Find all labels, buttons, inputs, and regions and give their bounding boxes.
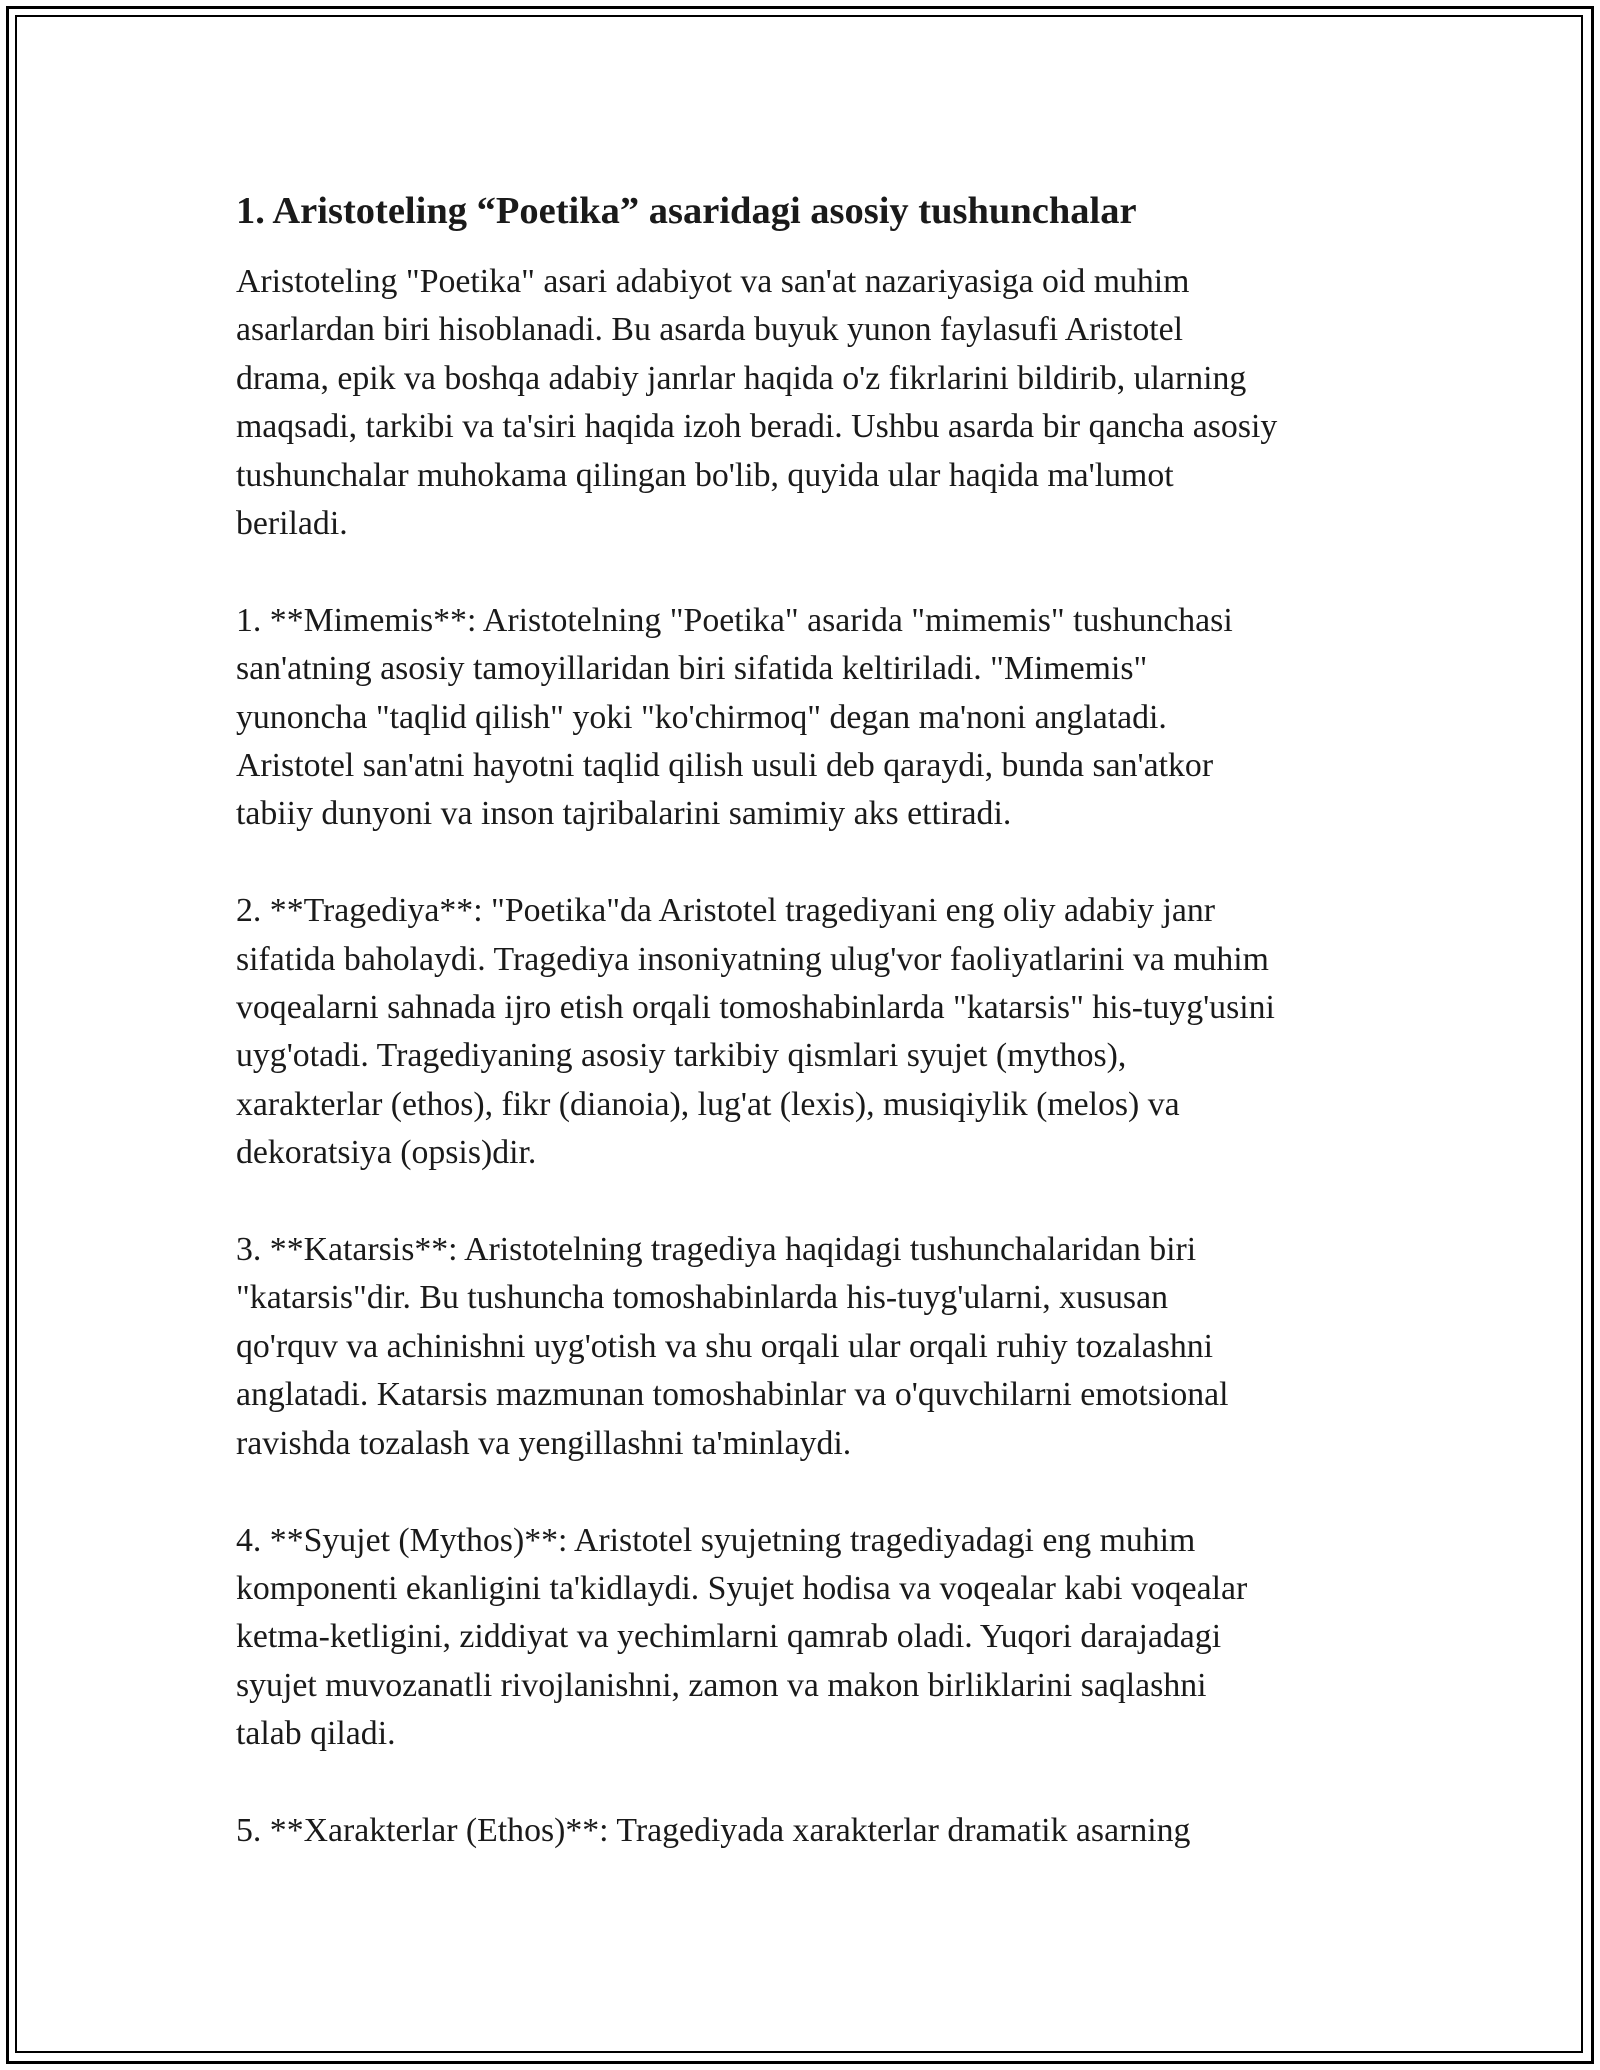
text-line: asarlardan biri hisoblanadi. Bu asarda buyuk yunon faylasufi Aristotel <box>236 311 1184 349</box>
text-line: qo'rquv va achinishni uyg'otish va shu orqali ular orqali ruhiy tozalashni <box>236 1327 1214 1365</box>
text-line: tabiiy dunyoni va inson tajribalarini samimiy aks ettiradi. <box>236 795 1012 833</box>
paragraph-katarsis <box>236 1226 1376 1468</box>
text-line: beriladi. <box>236 505 348 543</box>
text-line: uyg'otadi. Tragediyaning asosiy tarkibiy qismlari syujet (mythos), <box>236 1037 1127 1075</box>
document-body <box>236 186 1376 1904</box>
paragraph-syujet <box>236 1517 1376 1759</box>
text-line: 1. **Mimemis**: Aristotelning "Poetika" asarida "mimemis" tushunchasi <box>236 601 1233 639</box>
text-line: voqealarni sahnada ijro etish orqali tomoshabinlarda "katarsis" his-tuyg'usini <box>236 989 1275 1027</box>
text-line: talab qiladi. <box>236 1715 396 1753</box>
document-title: 1. Aristoteling “Poetika” asaridagi asosiy tushunchalar <box>236 190 1137 232</box>
paragraph-mimemis <box>236 597 1376 839</box>
text-line: tushunchalar muhokama qilingan bo'lib, quyida ular haqida ma'lumot <box>236 456 1174 494</box>
text-line: ketma-ketligini, ziddiyat va yechimlarni qamrab oladi. Yuqori darajadagi <box>236 1618 1222 1656</box>
text-line: Aristoteling "Poetika" asari adabiyot va san'at nazariyasiga oid muhim <box>236 263 1190 300</box>
text-line: anglatadi. Katarsis mazmunan tomoshabinlar va o'quvchilarni emotsional <box>236 1376 1229 1414</box>
text-line: Aristotel san'atni hayotni taqlid qilish usuli deb qaraydi, bunda san'atkor <box>236 747 1214 785</box>
text-line: dekoratsiya (opsis)dir. <box>236 1134 537 1172</box>
text-line: yunoncha "taqlid qilish" yoki "ko'chirmoq" degan ma'noni anglatadi. <box>236 698 1167 736</box>
paragraph-xarakterlar <box>236 1807 1376 1855</box>
text-line: 5. **Xarakterlar (Ethos)**: Tragediyada xarakterlar dramatik asarning <box>236 1811 1191 1849</box>
text-line: maqsadi, tarkibi va ta'siri haqida izoh beradi. Ushbu asarda bir qancha asosiy <box>236 408 1278 446</box>
paragraph-tragediya <box>236 887 1376 1177</box>
text-line: san'atning asosiy tamoyillaridan biri sifatida keltiriladi. "Mimemis" <box>236 650 1148 688</box>
text-line: drama, epik va boshqa adabiy janrlar haqida o'z fikrlarini bildirib, ularning <box>236 359 1247 397</box>
text-line: "katarsis"dir. Bu tushuncha tomoshabinlarda his-tuyg'ularni, xususan <box>236 1279 1168 1317</box>
text-line: syujet muvozanatli rivojlanishni, zamon va makon birliklarini saqlashni <box>236 1666 1207 1704</box>
text-line: 3. **Katarsis**: Aristotelning tragediya haqidagi tushunchalaridan biri <box>236 1231 1197 1269</box>
text-line: 4. **Syujet (Mythos)**: Aristotel syujetning tragediyadagi eng muhim <box>236 1521 1196 1559</box>
paragraph-intro <box>236 258 1376 548</box>
text-line: xarakterlar (ethos), fikr (dianoia), lug'at (lexis), musiqiylik (melos) va <box>236 1085 1180 1123</box>
text-line: ravishda tozalash va yengillashni ta'minlaydi. <box>236 1424 852 1462</box>
text-line: 2. **Tragediya**: "Poetika"da Aristotel tragediyani eng oliy adabiy janr <box>236 892 1216 930</box>
text-line: sifatida baholaydi. Tragediya insoniyatning ulug'vor faoliyatlarini va muhim <box>236 940 1269 978</box>
text-line: komponenti ekanligini ta'kidlaydi. Syujet hodisa va voqealar kabi voqealar <box>236 1569 1248 1607</box>
